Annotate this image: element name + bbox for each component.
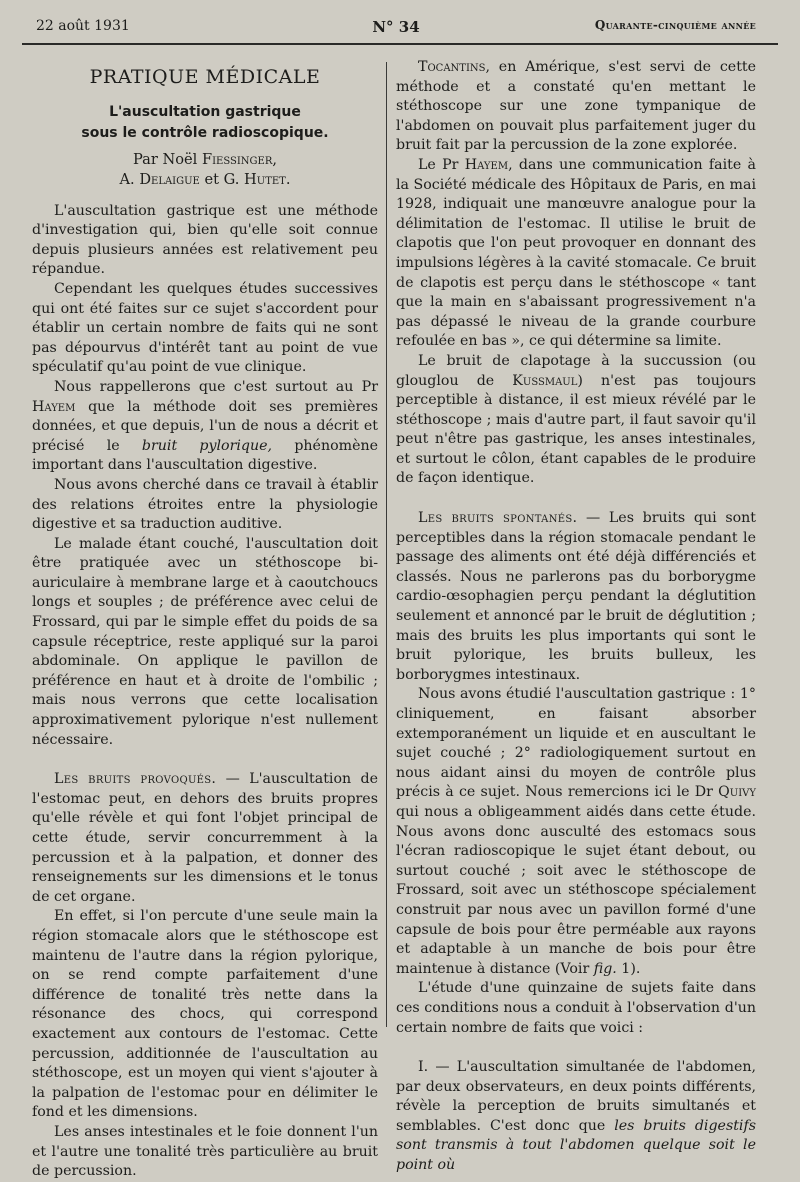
author-1: Fiessinger, bbox=[201, 150, 278, 168]
running-header bbox=[36, 18, 756, 40]
text-run: 1). bbox=[616, 960, 641, 977]
author-2: A. Delaigue bbox=[119, 170, 200, 188]
paragraph: En effet, si l'on percute d'une seule main la région stomacale alors que le stéthoscope est maintenu de l'autre dans la région pylorique, on se rend compte parfaitement d'une différence de tonalité très nette dans la résonance des chocs, qui correspond exactement aux contours de l'estomac. Cette percussion, additionnée de l'auscultation au stéthoscope, est un moyen qui vient s'ajouter à la palpation de l'estomac pour en délimiter le fond et les dimensions. bbox=[32, 908, 378, 1121]
subsection-heading: Les bruits provoqués. bbox=[54, 771, 217, 788]
name-hayem: Hayem, bbox=[464, 156, 513, 173]
issue-number: N° 34 bbox=[372, 18, 420, 36]
left-column bbox=[32, 58, 378, 1182]
paragraph bbox=[396, 156, 756, 352]
text-run: — Les bruits qui sont perceptibles dans la région stomacale pendant le passage des aliments ont été déjà différenciés et classés. Nous ne parlerons pas du borborygme cardio-œsophagien perçu pendant la déglutition seulement et annoncé par le bruit de déglutition ; mais des bruits les plus importants qui sont le bruit pylorique, les bruits bulleux, les borborygmes intestinaux. bbox=[396, 510, 756, 683]
section-title: PRATIQUE MÉDICALE bbox=[89, 66, 321, 88]
paragraph bbox=[396, 352, 756, 489]
text-run: qui nous a obligeamment aidés dans cette étude. Nous avons donc ausculté des estomacs sous l'écran radioscopique le sujet étant debout, ou surtout couché ; soit avec le stéthoscope de Frossard, soit avec un stéthoscope spécialement construit par nous avec un pavillon formé d'une capsule de bois pour être perméable aux rayons et adaptable à un manche de bois pour être maintenue à distance (Voir bbox=[396, 803, 756, 977]
text-run: phénomène important dans l'auscultation digestive. bbox=[32, 437, 378, 474]
right-column bbox=[396, 58, 756, 1176]
article-title-line-2: sous le contrôle radioscopique. bbox=[81, 124, 329, 141]
text-run: Nous rappellerons que c'est surtout au Pr bbox=[54, 378, 378, 395]
name-tocantins: Tocantins, bbox=[418, 59, 491, 75]
text-run: dans une communication faite à la Société médicale des Hôpitaux de Paris, en mai 1928, indiquait une manœuvre analogue pour la délimitation de l'estomac. Il utilise le bruit de clapotis que l'on peut provoquer en donnant des impulsions légères à la cavité stomacale. Ce bruit de clapotis est perçu dans le stéthoscope « tant que la main en s'abaissant progressivement n'a pas dépassé le niveau de la grande courbure refoulée en bas », ce qui détermine sa limite. bbox=[396, 156, 756, 350]
issue-date: 22 août 1931 bbox=[36, 18, 130, 34]
author-3: G. Hutet. bbox=[223, 170, 291, 188]
article-title-line-1: L'auscultation gastrique bbox=[109, 103, 301, 120]
byline-line-1 bbox=[32, 150, 378, 170]
paragraph bbox=[32, 378, 378, 476]
text-run: I. — L'auscultation simultanée de l'abdomen, par deux observateurs, en deux points différents, révèle la perception de bruits simultanés et semblables. C'est donc que bbox=[396, 1059, 756, 1134]
paragraph bbox=[396, 58, 756, 156]
text-run: Le Pr bbox=[418, 156, 465, 173]
volume-year: Quarante-cinquième année bbox=[594, 18, 756, 32]
byline-line-2 bbox=[32, 170, 378, 190]
paragraph: Nous avons cherché dans ce travail à établir des relations étroites entre la physiologie digestive et sa traduction auditive. bbox=[32, 476, 378, 533]
name-kussmaul: Kussmaul bbox=[512, 372, 578, 389]
author-and: et bbox=[199, 170, 224, 188]
article-title bbox=[32, 102, 378, 144]
column-divider bbox=[386, 62, 387, 1027]
header-rule bbox=[22, 43, 778, 45]
italic-emphasis: les bruits digestifs sont transmis à tout l'abdomen quelque soit le point où bbox=[396, 1117, 756, 1174]
byline bbox=[32, 150, 378, 190]
byline-par: Par Noël bbox=[132, 150, 202, 168]
paragraph bbox=[396, 685, 756, 979]
name-hayem: Hayem bbox=[32, 398, 76, 415]
paragraph: Cependant les quelques études successives qui ont été faites sur ce sujet s'accordent pour établir un certain nombre de faits qui ne sont pas dépourvus d'intérêt tant au point de vue spéculatif qu'au point de vue clinique. bbox=[32, 280, 378, 376]
subsection-heading: Les bruits spontanés. bbox=[418, 510, 578, 527]
text-run: — L'auscultation de l'estomac peut, en dehors des bruits propres qu'elle révèle et qui font l'objet principal de cette étude, servir concurremment à la percussion et à la palpation, et donner des renseignements sur les dimensions et le tonus de cet organe. bbox=[32, 771, 378, 905]
text-run: que la méthode doit ses premières données, et que depuis, l'un de nous a décrit et précisé le bbox=[32, 398, 378, 454]
paragraph: Le malade étant couché, l'auscultation doit être pratiquée avec un stéthoscope bi-auriculaire à membrane large et à caoutchoucs longs et souples ; de préférence avec celui de Frossard, qui par le simple effet du poids de sa capsule réceptrice, reste appliqué sur la paroi abdominale. On applique le pavillon de préférence en haut et à droite de l'ombilic ; mais nous verrons que cette localisation approximativement pylorique n'est nullement nécessaire. bbox=[32, 535, 378, 748]
text-run: Nous avons étudié l'auscultation gastrique : 1° cliniquement, en faisant absorber extemporanément un liquide et en auscultant le sujet couché ; 2° radiologiquement surtout en nous aidant ainsi du moyen de contrôle plus précis à ce sujet. Nous remercions ici le Dr bbox=[396, 686, 756, 801]
text-run: Le bruit de clapotage à la succussion (ou glouglou de bbox=[396, 352, 756, 389]
text-run: ) n'est pas toujours perceptible à distance, il est mieux révélé par le stéthoscope ; mais d'autre part, il faut savoir qu'il peut n'être pas gastrique, les anses intestinales, et surtout le côlon, étant capables de le produire de façon identique. bbox=[396, 372, 756, 487]
text-run: en Amérique, s'est servi de cette méthode et a constaté qu'en mettant le stéthoscope sur une zone tympanique de l'abdomen on pouvait plus parfaitement juger du bruit fait par la percussion de la zone explorée. bbox=[396, 59, 756, 154]
paragraph bbox=[396, 509, 756, 685]
name-quivy: Quivy bbox=[718, 784, 756, 801]
figure-reference: fig. bbox=[593, 960, 617, 977]
paragraph: L'auscultation gastrique est une méthode d'investigation qui, bien qu'elle soit connue depuis plusieurs années est relativement peu répandue. bbox=[32, 202, 378, 278]
paragraph bbox=[396, 1058, 756, 1176]
paragraph: L'étude d'une quinzaine de sujets faite dans ces conditions nous a conduit à l'observation d'un certain nombre de faits que voici : bbox=[396, 980, 756, 1036]
paragraph: Les anses intestinales et le foie donnent l'un et l'autre une tonalité très particulière au bruit de percussion. bbox=[32, 1123, 378, 1180]
paragraph bbox=[32, 770, 378, 907]
italic-term: bruit pylorique, bbox=[141, 437, 273, 454]
